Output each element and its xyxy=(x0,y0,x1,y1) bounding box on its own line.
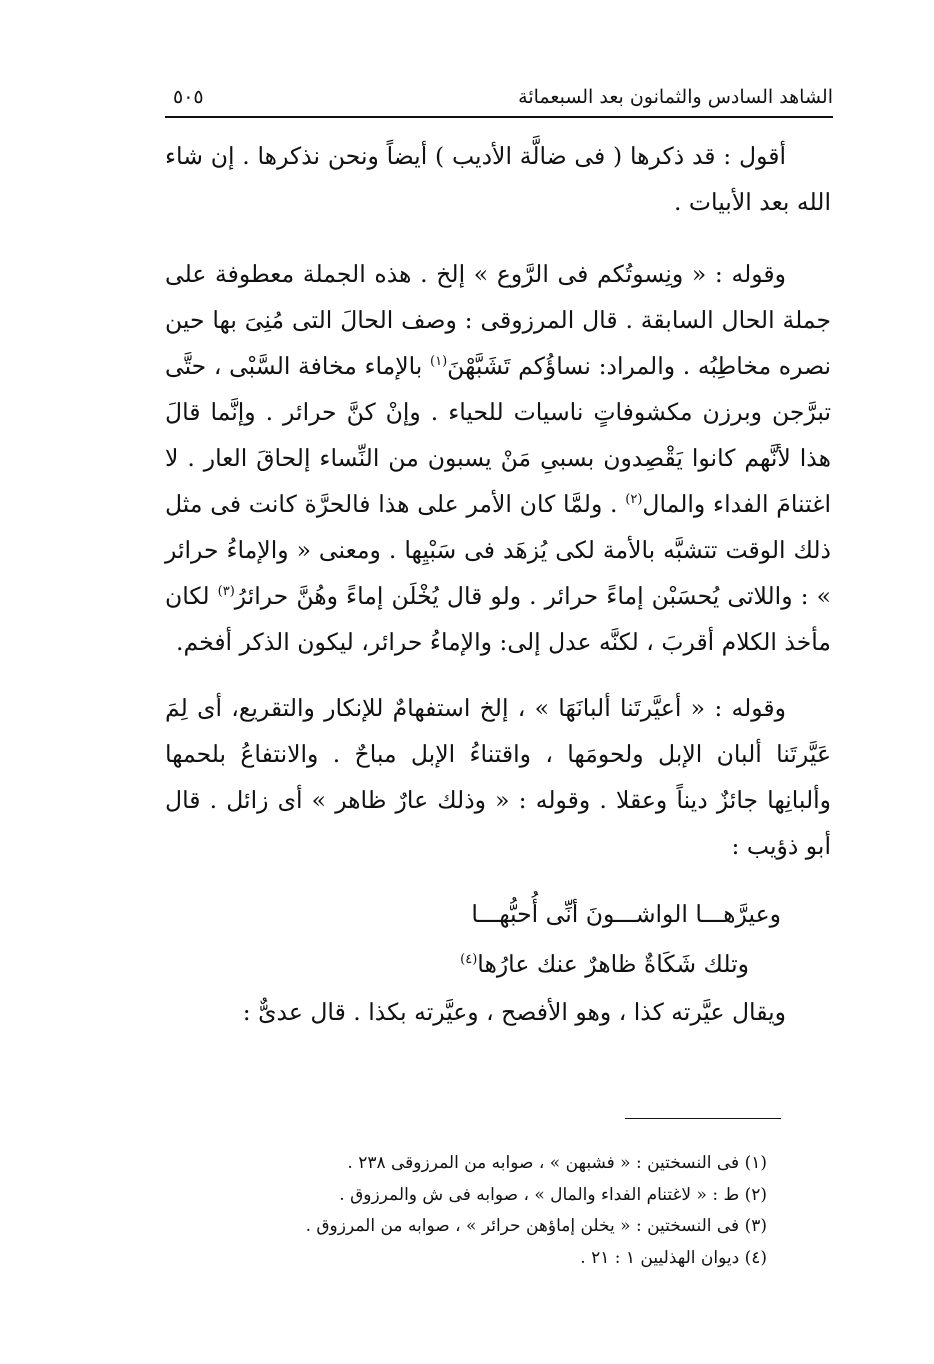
paragraph-2 xyxy=(165,251,831,665)
paragraph-3-text: وقوله : « أعيَّرتَنا ألبانَهَا » ، إلخ استفهامٌ للإنكار والتقريع، أى لِمَ عَيَّرتَنا ألبان الإبل ولحومَها ، واقتناءُ الإبل مباحٌ . والانتفاعُ بلحمها وألبانِها جائزٌ ديناً وعقلا . وقوله : « وذلك عارٌ ظاهر » أى زائل . قال أبو ذؤيب : xyxy=(165,694,831,860)
footnote-rule xyxy=(625,1118,781,1119)
paragraph-2-text-a: وقوله : « ونِسوتُكم فى الرَّوع » إلخ . هذه الجملة معطوفة على جملة الحال السابقة . قال المرزوقى : وصف الحالَ التى مُنِىَ بها حين نصره مخاطِبُه . والمراد: نساؤُكم تَشَبَّهْنَ xyxy=(165,260,831,380)
paragraph-1-text: أقول : قد ذكرها ( فى ضالَّة الأديب ) أيضاً ونحن نذكرها . إن شاء الله بعد الأبيات . xyxy=(165,142,831,216)
footnote-1: (١) فى النسختين : « فشبهن » ، صوابه من المرزوقى ٢٣٨ . xyxy=(347,1153,767,1173)
footnote-3: (٣) فى النسختين : « يخلن إماؤهن حرائر » ، صوابه من المرزوق . xyxy=(305,1216,767,1236)
footnote-ref-2: (٢) xyxy=(625,492,643,508)
closing-line-text: ويقال عيَّرته كذا ، وهو الأفصح ، وعيَّرته بكذا . قال عدىٌّ : xyxy=(242,998,786,1026)
poem-line-2 xyxy=(165,939,831,989)
footnotes xyxy=(165,1148,767,1274)
main-text xyxy=(165,133,831,1035)
footnote-4: (٤) ديوان الهذليين ١ : ٢١ . xyxy=(580,1247,767,1268)
poem-line-1: وعيرَّهـــا الواشـــونَ أنِّى أُحبُّهـــا xyxy=(471,900,781,928)
closing-line xyxy=(165,989,831,1035)
paragraph-2-text-b: بالإماء مخافة السَّبْى ، حتَّى تبرَّجن وبرزن مكشوفاتٍ ناسيات للحياء . وإنْ كنَّ حرائر . وإنَّما قالَ هذا لأنَّهم كانوا يَقْصِدون بسبىِ مَنْ يسبون من النِّساء إلحاقَ العار . لا اغتنامَ الفداء والمال xyxy=(165,352,831,518)
running-header xyxy=(165,82,833,118)
poem-line-2-text: وتلك شَكَاةٌ ظاهرٌ عنك عارُها xyxy=(477,950,749,978)
paragraph-2-text-d: لكان مأخذ الكلام أقربَ ، لكنَّه عدل إلى: والإماءُ حرائر، ليكون الذكر أفخم. xyxy=(165,582,831,656)
poem-verse xyxy=(165,889,831,989)
header-title: الشاهد السادس والثمانون بعد السبعمائة xyxy=(518,86,833,108)
page-number: ٥٠٥ xyxy=(173,86,204,108)
paragraph-1 xyxy=(165,133,831,225)
footnote-ref-4: (٤) xyxy=(460,952,478,968)
paragraph-3 xyxy=(165,685,831,869)
footnote-ref-3: (٣) xyxy=(217,584,235,600)
footnote-2: (٢) ط : « لاغتنام الفداء والمال » ، صوابه فى ش والمرزوق . xyxy=(339,1184,767,1205)
footnote-ref-1: (١) xyxy=(430,354,448,370)
paragraph-2-text-c: . ولمَّا كان الأمر على هذا فالحرَّة كانت فى مثل ذلك الوقت تتشبَّه بالأمة لكى يُزهَد فى سَبْيِها . ومعنى « والإماءُ حرائر » : واللاتى يُحسَبْن إماءً حرائر . ولو قال يُخْلَن إماءً وهُنَّ حرائرُ xyxy=(165,490,831,610)
